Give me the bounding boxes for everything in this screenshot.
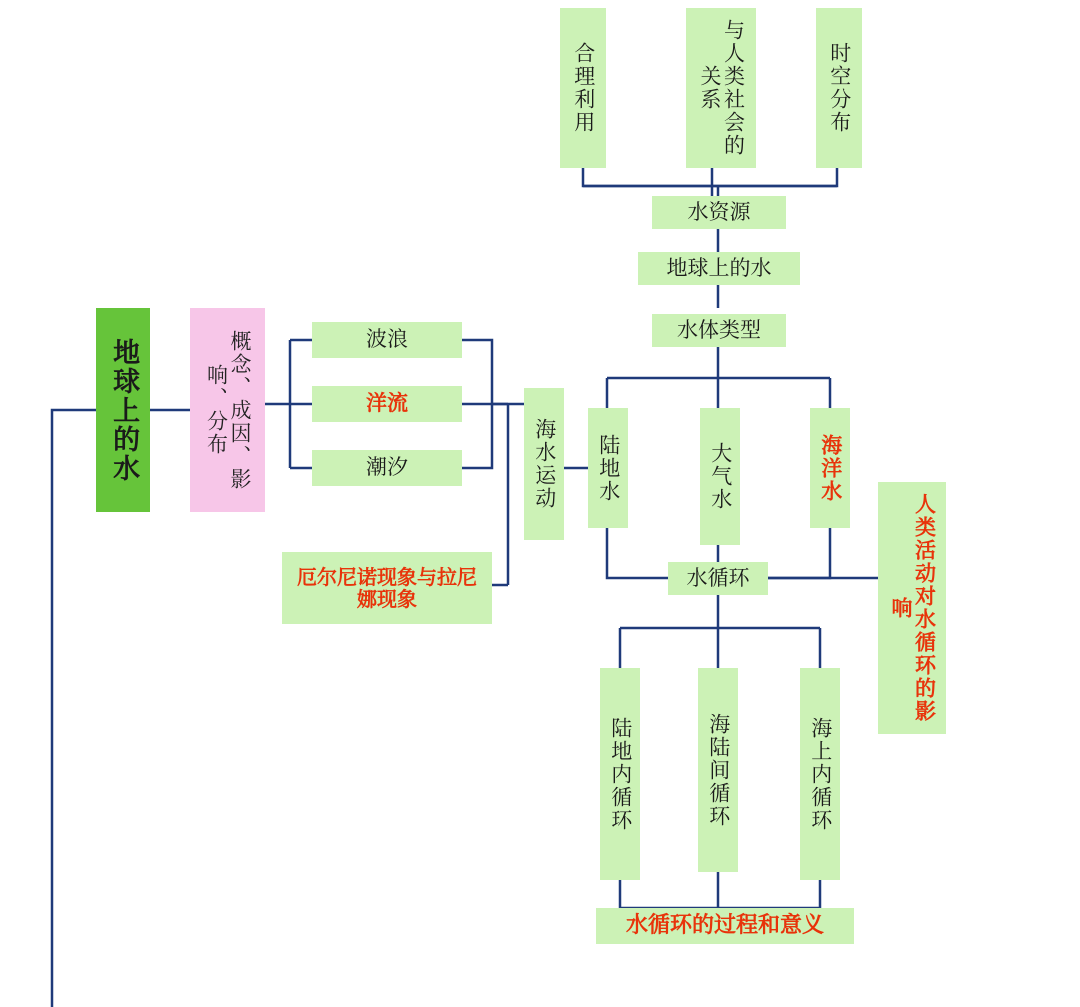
node-label: 人类活动对水循环的影响 [889, 493, 937, 723]
node-water-cycle[interactable] [668, 562, 768, 595]
node-reasonable-use[interactable] [560, 8, 606, 168]
node-water-body-type[interactable] [652, 314, 786, 347]
node-label: 水资源 [687, 199, 751, 224]
node-sea-land-cycle[interactable] [698, 668, 738, 872]
node-root-earth-water[interactable] [96, 308, 150, 512]
node-label: 海洋水 [818, 433, 843, 503]
node-attributes[interactable] [190, 308, 265, 512]
node-label: 合理利用 [571, 42, 596, 134]
node-label: 大气水 [708, 442, 733, 511]
node-wave[interactable] [312, 322, 462, 358]
node-label: 水体类型 [677, 317, 761, 342]
node-label: 洋流 [366, 391, 408, 416]
node-label: 地球上的水 [666, 255, 772, 280]
node-earth-water-center[interactable] [638, 252, 800, 285]
node-label: 陆地内循环 [608, 716, 633, 832]
node-label: 时空分布 [827, 42, 852, 134]
node-label: 海陆间循环 [706, 712, 731, 828]
node-label: 水循环 [686, 565, 750, 590]
node-label: 地球上的水 [108, 337, 140, 483]
node-human-relation[interactable] [686, 8, 756, 168]
node-land-water[interactable] [588, 408, 628, 528]
node-label: 海上内循环 [808, 716, 833, 832]
node-el-nino-la-nina[interactable] [282, 552, 492, 624]
node-label: 厄尔尼诺现象与拉尼娜现象 [297, 564, 477, 611]
node-label: 概念、成因、影响、分布 [204, 329, 253, 491]
node-atmospheric-water[interactable] [700, 408, 740, 545]
node-cycle-meaning[interactable] [596, 908, 854, 944]
node-label: 水循环的过程和意义 [625, 912, 824, 938]
node-label: 与人类社会的关系 [698, 19, 746, 157]
node-land-inner-cycle[interactable] [600, 668, 640, 880]
node-tide[interactable] [312, 450, 462, 486]
node-label: 海水运动 [532, 418, 557, 510]
node-label: 波浪 [366, 327, 408, 352]
node-ocean-current[interactable] [312, 386, 462, 422]
node-ocean-water[interactable] [810, 408, 850, 528]
node-label: 潮汐 [366, 455, 408, 480]
node-space-time[interactable] [816, 8, 862, 168]
node-label: 陆地水 [596, 433, 621, 503]
node-water-resource[interactable] [652, 196, 786, 229]
node-sea-inner-cycle[interactable] [800, 668, 840, 880]
node-seawater-motion[interactable] [524, 388, 564, 540]
node-human-impact[interactable] [878, 482, 946, 734]
